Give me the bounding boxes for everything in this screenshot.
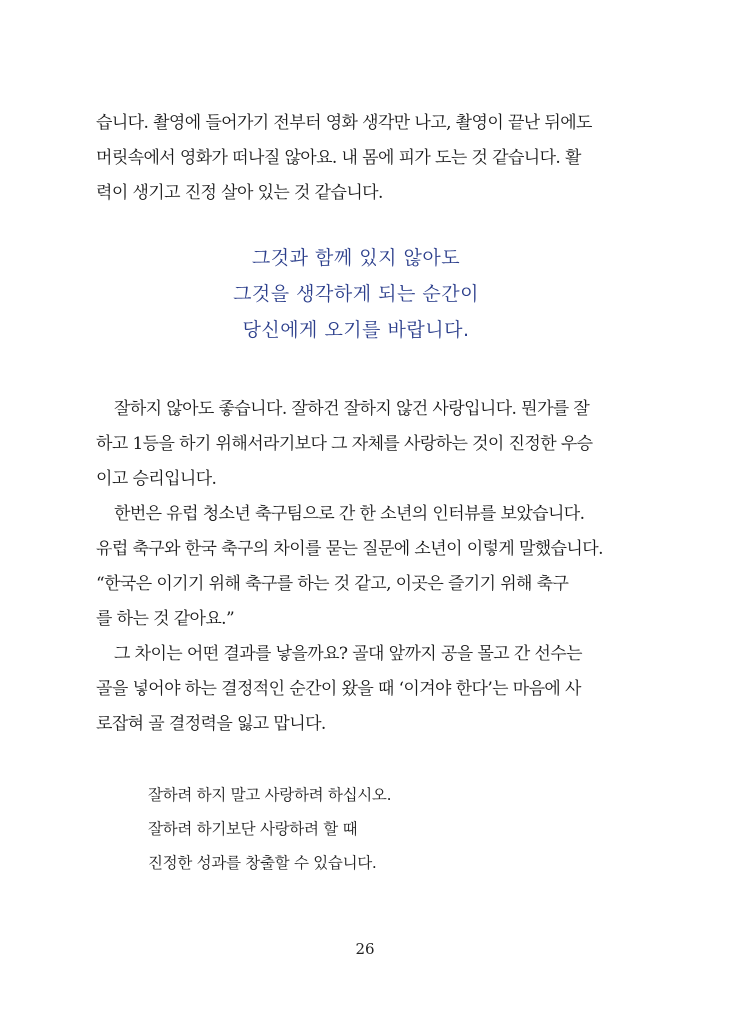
text-line: 그 차이는 어떤 결과를 낳을까요? 골대 앞까지 공을 몰고 간 선수는	[114, 644, 582, 664]
text-line: 골을 넣어야 하는 결정적인 순간이 왔을 때 ‘이겨야 한다’는 마음에 사	[96, 679, 581, 699]
text-line: 이고 승리입니다.	[96, 469, 217, 489]
text-line: 력이 생기고 진정 살아 있는 것 같습니다.	[96, 183, 383, 203]
text-line: 로잡혀 골 결정력을 잃고 맙니다.	[96, 714, 326, 734]
text-line: 머릿속에서 영화가 떠나질 않아요. 내 몸에 피가 도는 것 같습니다. 활	[96, 148, 581, 168]
poem-line: 잘하려 하지 말고 사랑하려 하십시오.	[148, 786, 392, 804]
callout-line: 그것을 생각하게 되는 순간이	[233, 283, 479, 305]
page-number: 26	[355, 940, 375, 958]
poem-line: 잘하려 하기보단 사랑하려 할 때	[148, 820, 358, 838]
paragraph-main	[96, 392, 616, 742]
poem-block	[148, 778, 391, 880]
poem-line: 진정한 성과를 창출할 수 있습니다.	[148, 854, 377, 872]
paragraph-top	[96, 106, 616, 211]
text-line: 유럽 축구와 한국 축구의 차이를 묻는 질문에 소년이 이렇게 말했습니다.	[96, 539, 603, 559]
callout-line: 그것과 함께 있지 않아도	[251, 247, 461, 269]
handwritten-callout	[96, 240, 616, 348]
text-line: 습니다. 촬영에 들어가기 전부터 영화 생각만 나고, 촬영이 끝난 뒤에도	[96, 113, 592, 133]
text-line: 를 하는 것 같아요.”	[96, 609, 235, 629]
callout-line: 당신에게 오기를 바랍니다.	[242, 319, 470, 341]
text-line: 하고 1등을 하기 위해서라기보다 그 자체를 사랑하는 것이 진정한 우승	[96, 434, 593, 454]
text-line: 한번은 유럽 청소년 축구팀으로 간 한 소년의 인터뷰를 보았습니다.	[114, 504, 585, 524]
text-line: “한국은 이기기 위해 축구를 하는 것 같고, 이곳은 즐기기 위해 축구	[96, 574, 569, 594]
text-line: 잘하지 않아도 좋습니다. 잘하건 잘하지 않건 사랑입니다. 뭔가를 잘	[114, 399, 590, 419]
